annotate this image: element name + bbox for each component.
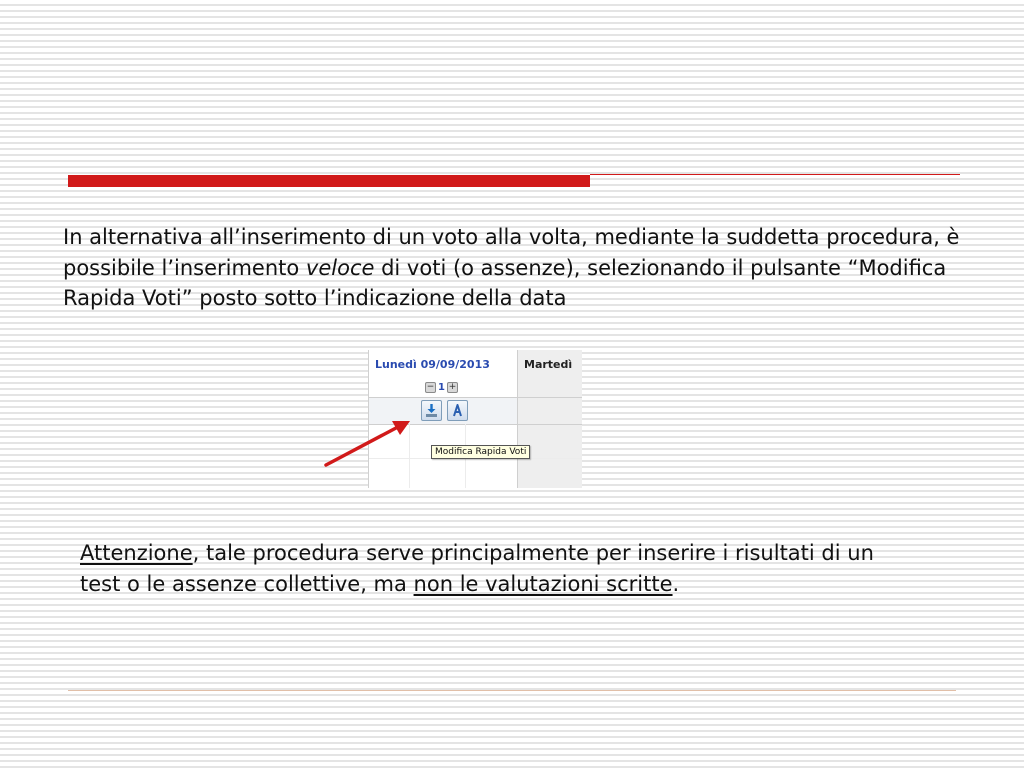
stepper-plus-button[interactable]: + <box>448 382 457 392</box>
intro-emphasis: veloce <box>305 255 375 280</box>
title-accent-bar <box>68 175 590 187</box>
tuesday-column <box>517 350 582 488</box>
footer-rule <box>68 690 956 691</box>
grade-entry-button[interactable] <box>447 400 468 421</box>
quick-edit-tooltip: Modifica Rapida Voti <box>431 445 530 459</box>
download-arrow-icon <box>422 401 441 420</box>
next-day-header: Martedì <box>524 358 573 371</box>
stepper-value: 1 <box>438 382 445 393</box>
warning-underlined: non le valutazioni scritte <box>413 571 673 596</box>
title-accent-line <box>590 174 960 175</box>
date-header: Lunedì 09/09/2013 <box>375 358 490 371</box>
hour-stepper[interactable] <box>425 382 458 393</box>
warning-text-1: , tale procedura serve principalmente per inserire i risultati di un test o le assenze collettive, ma <box>80 541 874 596</box>
row-divider <box>369 397 582 398</box>
intro-paragraph <box>63 222 963 314</box>
warning-text-2: . <box>672 571 680 596</box>
stepper-minus-button[interactable]: − <box>426 382 435 392</box>
letter-a-icon <box>448 401 467 420</box>
quick-edit-button[interactable] <box>421 400 442 421</box>
pointer-arrow-icon <box>320 415 415 470</box>
intro-text-1: In alternativa all’inserimento di un voto alla volta, mediante la suddetta procedura, è possibile l’inserimento <box>63 225 960 280</box>
warning-paragraph <box>80 538 900 599</box>
attention-label: Attenzione <box>80 541 193 565</box>
intro-text-2: di voti (o assenze), selezionando il pulsante “Modifica Rapida Voti” posto sotto l’indicazione della data <box>63 255 947 310</box>
